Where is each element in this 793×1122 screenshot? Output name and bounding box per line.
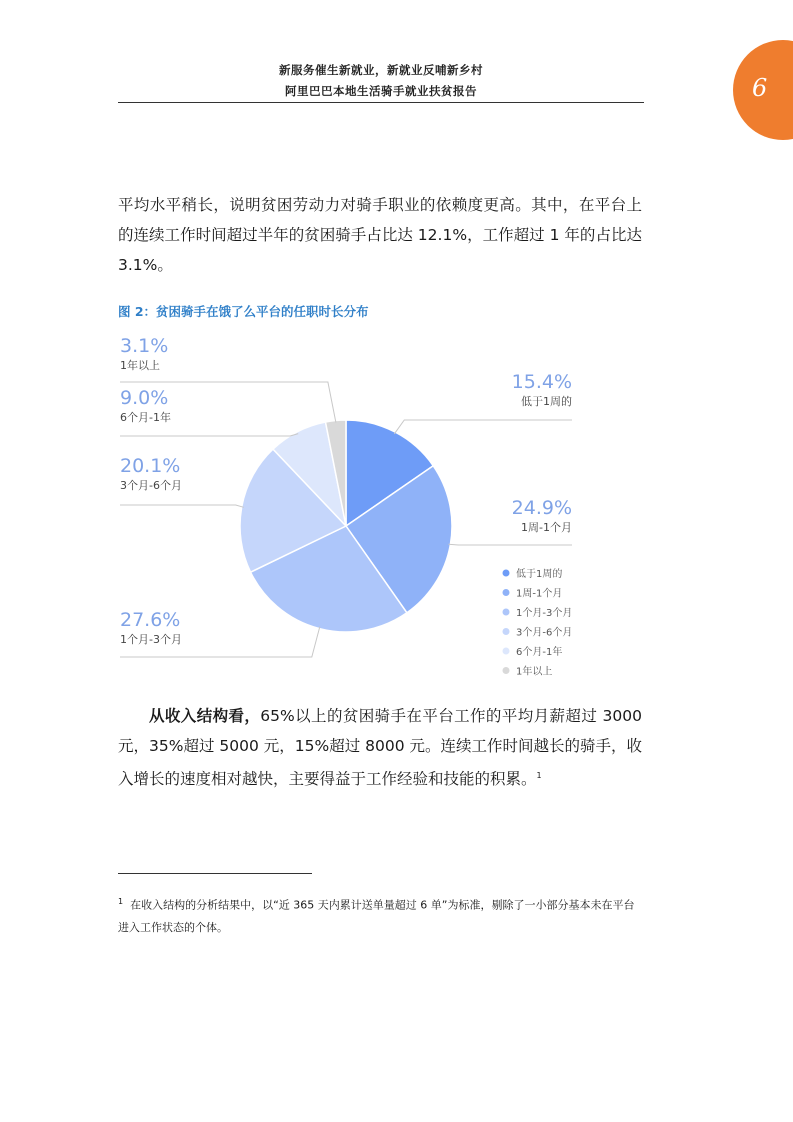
- body-paragraph-1: 平均水平稍长，说明贫困劳动力对骑手职业的依赖度更高。其中，在平台上的连续工作时间超过半年的贫困骑手占比达 12.1%，工作超过 1 年的占比达 3.1%。: [118, 196, 642, 274]
- legend-marker: [503, 628, 510, 635]
- footnote: [118, 891, 644, 939]
- page-header-line2: 阿里巴巴本地生活骑手就业扶贫报告: [285, 84, 477, 98]
- footnote-text: 在收入结构的分析结果中，以“近 365 天内累计送单量超过 6 单”为标准，剔除了一小部分基本未在平台进入工作状态的个体。: [118, 898, 635, 934]
- body-paragraph-2: [118, 701, 642, 794]
- data-label-value: 27.6%: [120, 609, 181, 631]
- data-label-value: 9.0%: [120, 387, 169, 409]
- data-label-category: 1周-1个月: [521, 521, 572, 534]
- leader-line: [394, 420, 572, 434]
- legend-entry: 低于1周的: [516, 569, 563, 580]
- data-label-category: 3个月-6个月: [120, 479, 182, 492]
- data-label-value: 24.9%: [511, 497, 572, 519]
- legend-marker: [503, 570, 510, 577]
- data-label-category: 低于1周的: [521, 395, 572, 408]
- leader-line: [448, 544, 572, 545]
- legend-entry: 6个月-1年: [516, 647, 563, 658]
- legend-marker: [503, 609, 510, 616]
- legend-entry: 3个月-6个月: [516, 627, 573, 639]
- pie-chart: [110, 330, 590, 690]
- legend-entry: 1个月-3个月: [516, 608, 573, 619]
- legend-marker: [503, 589, 510, 596]
- data-label-value: 20.1%: [120, 455, 181, 477]
- footnote-ref: 1: [536, 771, 542, 780]
- paragraph-text: 65%以上的贫困骑手在平台工作的平均月薪超过 3000 元，35%超过 5000 元，15%超过 8000 元。连续工作时间越长的骑手，收入增长的速度相对越快，主要得益于工作经验和技能的积累。: [118, 707, 643, 789]
- data-label-category: 1年以上: [120, 359, 160, 372]
- page-header-line1: 新服务催生新就业，新就业反哺新乡村: [279, 63, 483, 77]
- legend-marker: [503, 667, 510, 674]
- data-label-category: 6个月-1年: [120, 411, 171, 424]
- header-rule: [118, 102, 644, 103]
- legend-entry: 1周-1个月: [516, 588, 563, 600]
- leader-line: [120, 434, 298, 436]
- footnote-rule: [118, 873, 312, 874]
- data-label-category: 1个月-3个月: [120, 633, 182, 646]
- page-number: 6: [752, 74, 768, 102]
- figure-title: 图 2：贫困骑手在饿了么平台的任职时长分布: [118, 304, 369, 319]
- data-label-value: 3.1%: [120, 335, 169, 357]
- paragraph-lead: 从收入结构看，: [149, 707, 261, 725]
- legend-entry: 1年以上: [516, 666, 553, 678]
- leader-line: [120, 505, 244, 507]
- footnote-mark: 1: [118, 897, 124, 906]
- legend-marker: [503, 648, 510, 655]
- data-label-value: 15.4%: [511, 371, 572, 393]
